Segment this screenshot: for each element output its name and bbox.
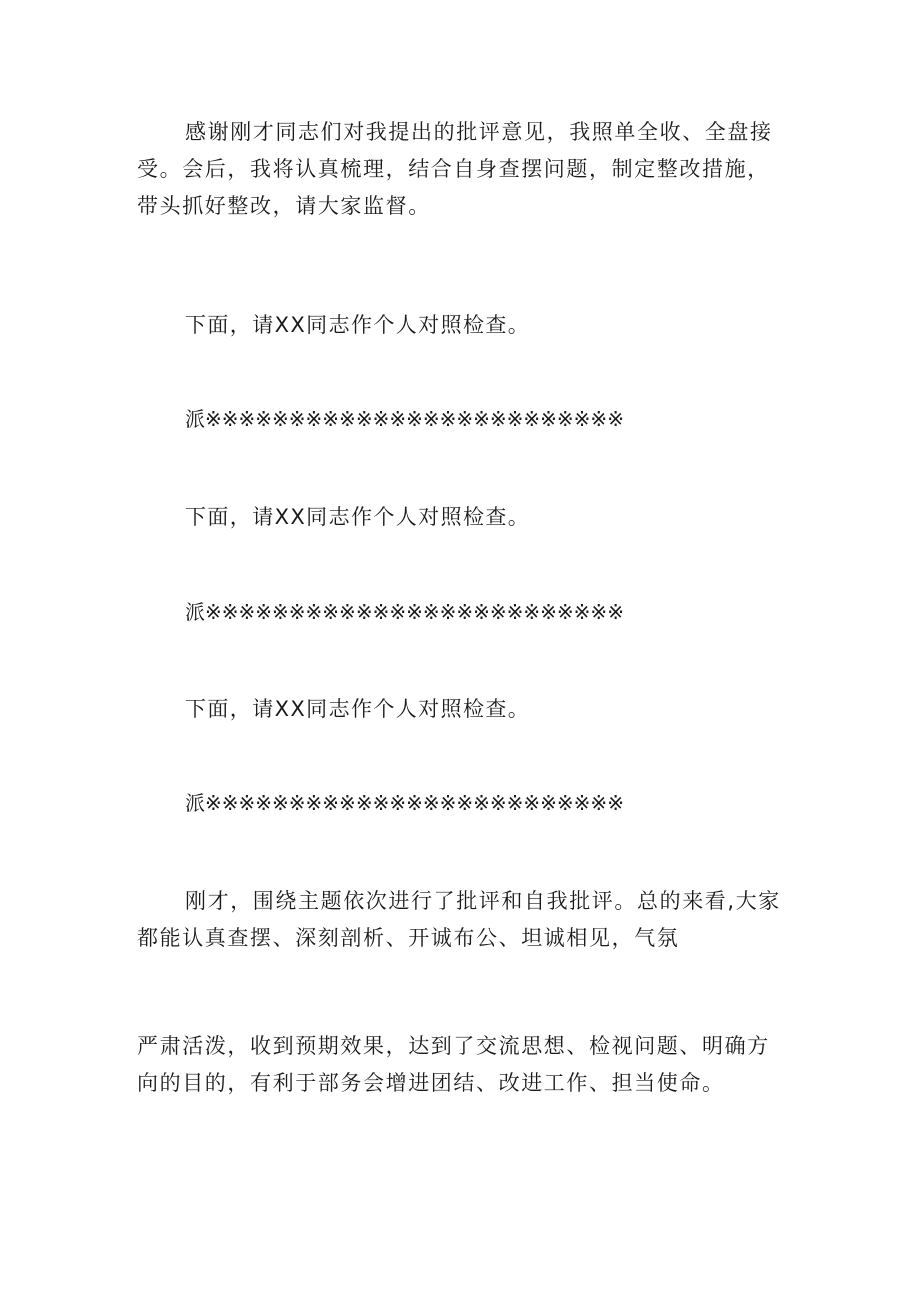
paragraph-acceptance: 感谢刚才同志们对我提出的批评意见，我照单全收、全盘接受。会后，我将认真梳理，结合自身查摆问题，制定整改措施，带头抓好整改，请大家监督。 [137,120,773,218]
paragraph-summary: 刚才，围绕主题依次进行了批评和自我批评。总的来看,大家都能认真查摆、深刻剖析、开诚布公、坦诚相见，气氛 [137,889,781,950]
paragraph-next-speaker-3: 下面，请XX同志作个人对照检查。 [185,697,531,721]
paragraph-next-speaker-1: 下面，请XX同志作个人对照检查。 [185,313,531,337]
paragraph-conclusion: 严肃活泼，收到预期效果，达到了交流思想、检视问题、明确方向的目的，有利于部务会增进团结、改进工作、担当使命。 [137,1034,770,1095]
paragraph-placeholder-marks-2: 派※※※※※※※※※※※※※※※※※※※※※※※※※ [185,600,624,624]
paragraph-placeholder-marks-3: 派※※※※※※※※※※※※※※※※※※※※※※※※※ [185,791,624,815]
paragraph-next-speaker-2: 下面，请XX同志作个人对照检查。 [185,505,531,529]
paragraph-placeholder-marks-1: 派※※※※※※※※※※※※※※※※※※※※※※※※※ [185,407,624,431]
